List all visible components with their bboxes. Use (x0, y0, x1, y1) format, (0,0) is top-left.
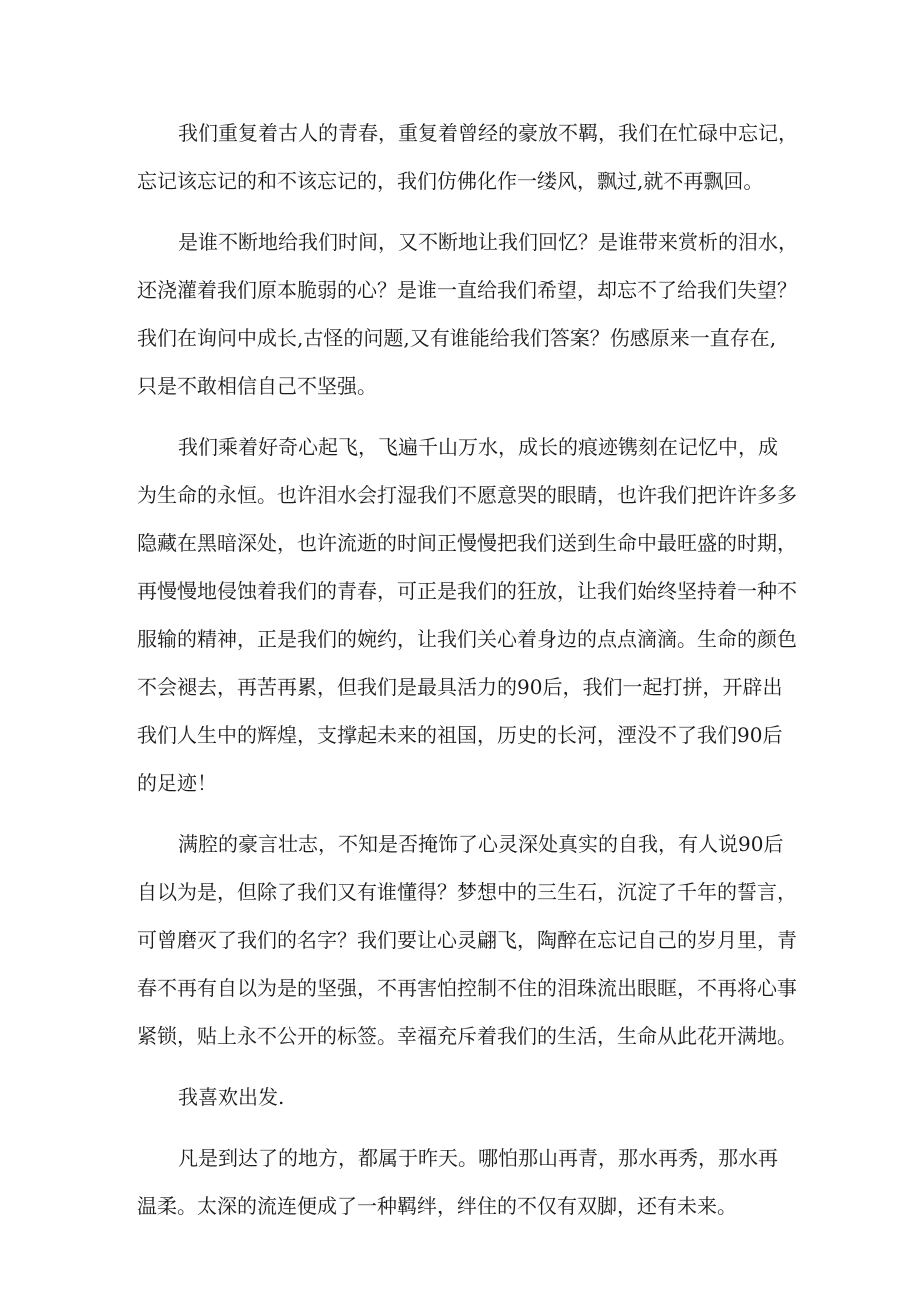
text-line: 自以为是，但除了我们又有谁懂得？梦想中的三生石，沉淀了千年的誓言， (137, 880, 797, 904)
paragraph (137, 1073, 797, 1121)
paragraph (137, 1134, 797, 1230)
text-line: 只是不敢相信自己不坚强。 (137, 374, 377, 398)
paragraph (137, 218, 797, 410)
text-line: 服输的精神，正是我们的婉约，让我们关心着身边的点点滴滴。生命的颜色 (137, 627, 797, 651)
text-line: 是谁不断地给我们时间，又不断地让我们回忆？是谁带来赏析的泪水， (178, 230, 798, 254)
text-line: 凡是到达了的地方，都属于昨天。哪怕那山再青，那水再秀，那水再 (178, 1146, 778, 1170)
text-line: 我们在询问中成长,古怪的问题,又有谁能给我们答案？伤感原来一直存在, (137, 326, 777, 350)
text-line: 隐藏在黑暗深处，也许流逝的时间正慢慢把我们送到生命中最旺盛的时期， (137, 531, 797, 555)
paragraph (137, 820, 797, 1060)
body-text (137, 109, 797, 1243)
text-line: 忘记该忘记的和不该忘记的，我们仿佛化作一缕风，飘过,就不再飘回。 (137, 169, 764, 193)
text-line: 还浇灌着我们原本脆弱的心？是谁一直给我们希望，却忘不了给我们失望？ (137, 278, 797, 302)
text-line: 我们人生中的辉煌，支撑起未来的祖国，历史的长河，湮没不了我们90后 (137, 723, 783, 747)
text-line: 我喜欢出发. (178, 1085, 285, 1109)
text-line: 的足迹！ (137, 771, 217, 795)
paragraph (137, 109, 797, 205)
text-line: 为生命的永恒。也许泪水会打湿我们不愿意哭的眼睛，也许我们把许许多多 (137, 483, 797, 507)
text-line: 我们乘着好奇心起飞，飞遍千山万水，成长的痕迹镌刻在记忆中，成 (178, 435, 778, 459)
text-line: 温柔。太深的流连便成了一种羁绊，绊住的不仅有双脚，还有未来。 (137, 1194, 737, 1218)
text-line: 春不再有自以为是的坚强，不再害怕控制不住的泪珠流出眼眶，不再将心事 (137, 976, 797, 1000)
text-line: 可曾磨灭了我们的名字？我们要让心灵翩飞，陶醉在忘记自己的岁月里，青 (137, 928, 797, 952)
text-line: 我们重复着古人的青春，重复着曾经的豪放不羁，我们在忙碌中忘记， (178, 121, 798, 145)
text-line: 不会褪去，再苦再累，但我们是最具活力的90后，我们一起打拼，开辟出 (137, 675, 783, 699)
text-line: 满腔的豪言壮志，不知是否掩饰了心灵深处真实的自我，有人说90后 (178, 832, 784, 856)
text-line: 紧锁，贴上永不公开的标签。幸福充斥着我们的生活，生命从此花开满地。 (137, 1024, 797, 1048)
text-line: 再慢慢地侵蚀着我们的青春，可正是我们的狂放，让我们始终坚持着一种不 (137, 579, 797, 603)
paragraph (137, 423, 797, 807)
